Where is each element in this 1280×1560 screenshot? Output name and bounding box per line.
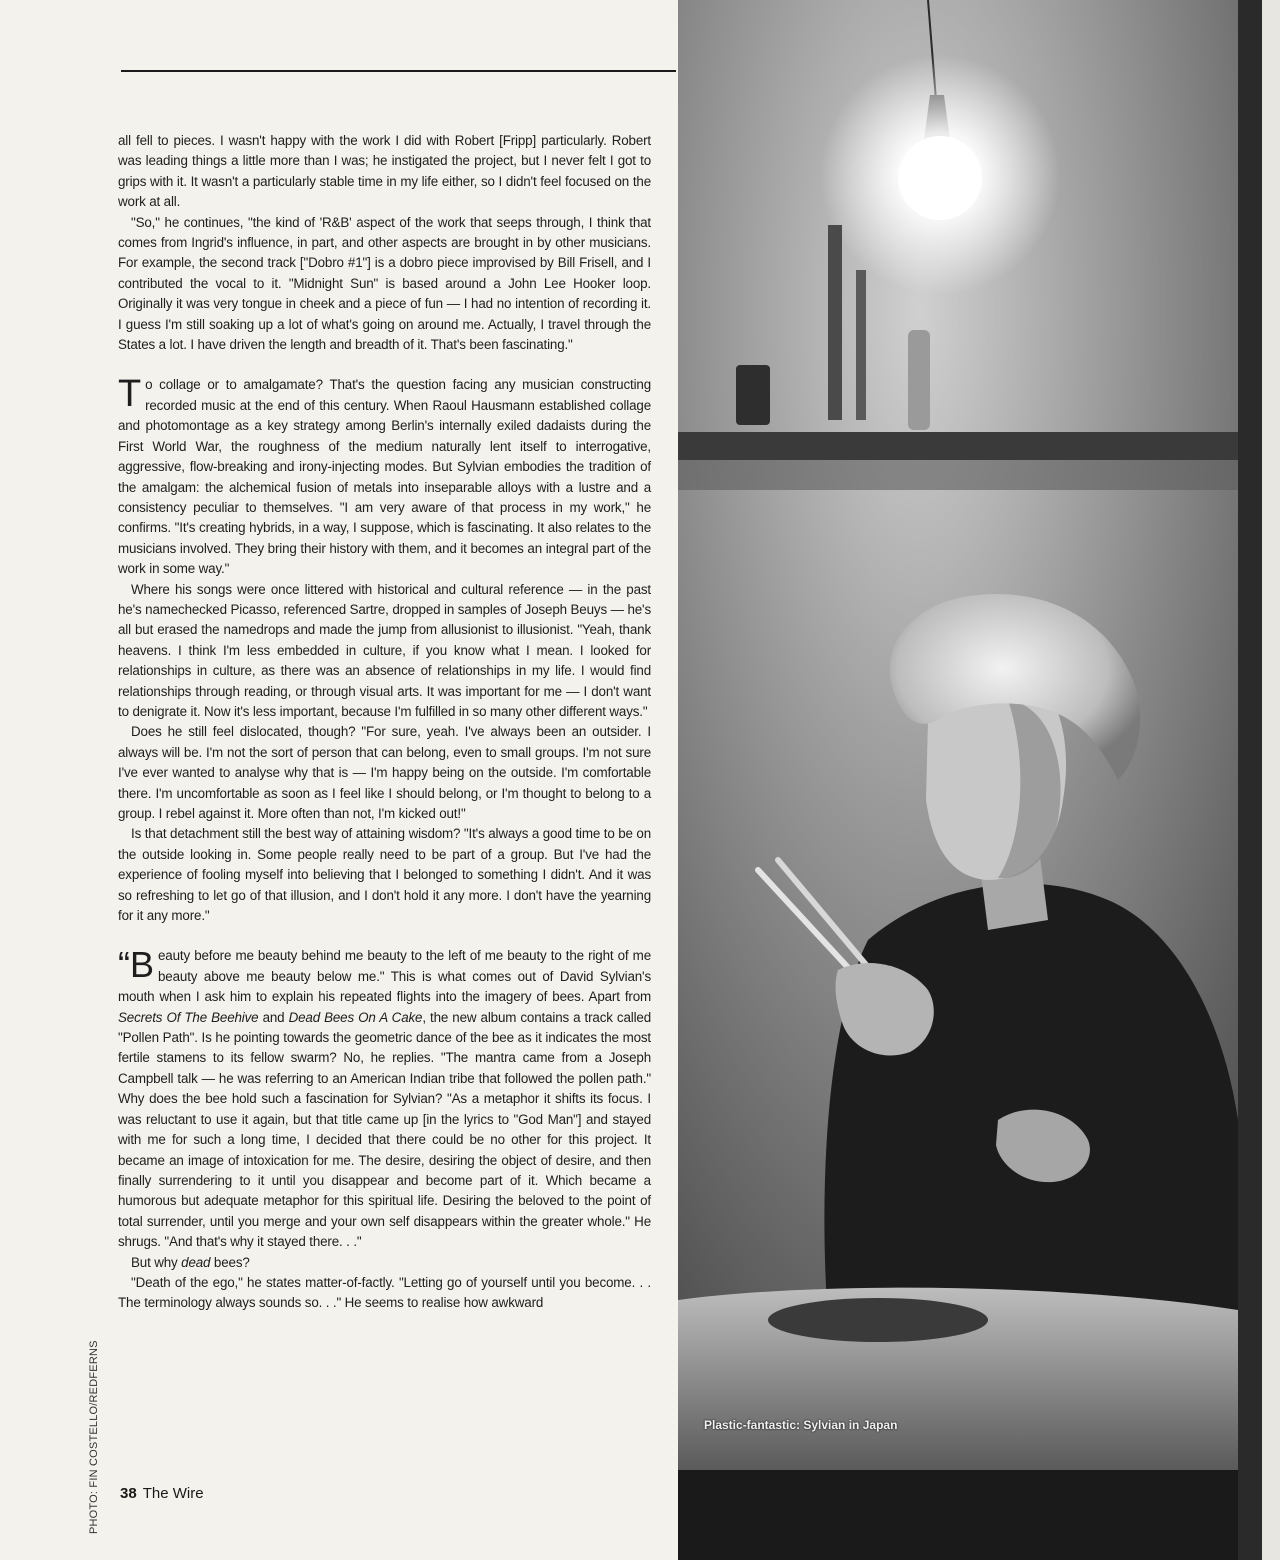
paragraph-3	[118, 375, 651, 579]
paragraph-6: Is that detachment still the best way of attaining wisdom? "It's always a good time to be on the outside looking in. Some people really need to be part of a group. But I've had the experience of fooling myself into believing that I belonged to something I didn't. And it was so refreshing to let go of that illusion, and I don't hold it any more. I don't have the yearning for it any more."	[118, 826, 651, 924]
page-number: 38	[120, 1485, 137, 1502]
top-rule	[121, 70, 676, 72]
paragraph-7	[118, 946, 651, 1252]
photo-caption: Plastic-fantastic: Sylvian in Japan	[704, 1418, 898, 1432]
paragraph-7-text-a: eauty before me beauty behind me beauty to the left of me beauty to the right of me beauty above me beauty below me." This is what comes out of David Sylvian's mouth when I ask him to explain his repeated flights into the imagery of bees. Apart from	[118, 948, 651, 1005]
bottle	[908, 330, 930, 430]
shelf-shadow	[678, 460, 1238, 490]
paragraph-7-and: and	[258, 1009, 289, 1025]
paragraph-2: "So," he continues, "the kind of 'R&B' aspect of the work that seeps through, I think that comes from Ingrid's influence, in part, and other aspects are brought in by other musicians. For example, the second track ["Dobro #1"] is a dobro piece improvised by Bill Frisell, and I contributed the vocal to it. "Midnight Sun" is based around a John Lee Hooker loop. Originally it was very tongue in cheek and a piece of fun — I had no intention of recording it. I guess I'm still soaking up a lot of what's going on around me. Actually, I travel through the States a lot. I have driven the length and breadth of it. That's been fascinating."	[118, 214, 651, 353]
paragraph-9: "Death of the ego," he states matter-of-factly. "Letting go of yourself until you become. . . The terminology always sounds so. . ." He seems to realise how awkward	[118, 1274, 651, 1311]
folio	[120, 1485, 204, 1502]
album-title-dead-bees: Dead Bees On A Cake	[288, 1009, 423, 1025]
paragraph-8-text-a: But why	[131, 1254, 182, 1270]
candle-tall	[828, 225, 842, 420]
paragraph-1: all fell to pieces. I wasn't happy with the work I did with Robert [Fripp] particularly. Robert was leading things a little more than I was; he instigated the project, but I never felt I got to grips with it. It wasn't a particularly stable time in my life either, so I didn't feel focused on the work at all.	[118, 133, 651, 210]
paragraph-5: Does he still feel dislocated, though? "For sure, yeah. I've always been an outsider. I always will be. I'm not the sort of person that can belong, even to small groups. I'm not sure I've ever wanted to analyse why that is — I'm happy being on the outside. I'm comfortable there. I'm uncomfortable as soon as I feel like I should belong, or I'm thought to belong to a group. I rebel against it. More often than not, I'm kicked out!"	[118, 724, 651, 821]
article-column	[118, 131, 651, 1314]
emphasis-dead: dead	[181, 1254, 211, 1270]
photo-credit: PHOTO: FIN COSTELLO/REDFERNS	[88, 1340, 100, 1534]
candle-short	[856, 270, 866, 420]
paragraph-4: Where his songs were once littered with historical and cultural reference — in the past he's namechecked Picasso, referenced Sartre, dropped in samples of Joseph Beuys — he's all but erased the namedrops and made the jump from allusionist to illusionist. "Yeah, thank heavens. I think I'm less embedded in culture, if you know what I mean. I looked for relationships in culture, as there was an absence of relationships in my life. I would find relationships through reading, or through visual arts. It was important for me — I don't want to denigrate it. Now it's less important, because I'm fulfilled in so many other different ways."	[118, 581, 651, 719]
paragraph-3-text: o collage or to amalgamate? That's the question facing any musician constructing recorded music at the end of this century. When Raoul Hausmann established collage and photomontage as a key strategy among Berlin's internally exiled dadaists during the First World War, the roughness of the medium naturally lent itself to interrogative, aggressive, flow-breaking and irony-injecting modes. But Sylvian embodies the tradition of the amalgam: the alchemical fusion of metals into inseparable alloys with a lustre and a consistency peculiar to themselves. "I am very aware of that process in my work," he confirms. "It's creating hybrids, in a way, I suppose, which is fascinating. It also relates to the musicians involved. They bring their history with them, and it becomes an integral part of the work in some way."	[118, 377, 651, 577]
paragraph-7-text-b: , the new album contains a track called "Pollen Path". Is he pointing towards the geometric dance of the bee as it indicates the most fertile stamens to its fellow swarm? No, he replies. "The mantra came from a Joseph Campbell talk — he was referring to an American Indian tribe that followed the pollen path." Why does the bee hold such a fascination for Sylvian? "As a metaphor it shifts its focus. I was reluctant to use it again, but that title came up [in the lyrics to "God Man"] and stayed with me for such a long time, I decided that there could be no other for this project. It became an image of intoxication for me. The desire, desiring the object of desire, and then finally surrendering to it until you disappear and become part of it. Which became a humorous but adequate metaphor for this spiritual life. Desiring the beloved to the point of total surrender, until you merge and your own self disappears within the greater whole." He shrugs. "And that's why it stayed there. . ."	[118, 1009, 652, 1250]
photo-bottom-dark	[678, 1470, 1238, 1560]
portrait-photo-art	[678, 0, 1280, 1560]
paragraph-8	[118, 1253, 651, 1273]
drop-cap-b: “B	[118, 944, 154, 986]
shelf	[678, 432, 1238, 460]
magazine-name: The Wire	[142, 1485, 204, 1502]
paragraph-8-text-b: bees?	[210, 1254, 250, 1270]
right-page-strip	[1262, 0, 1280, 1560]
lamp-bulb	[898, 136, 982, 220]
bowl	[768, 1298, 988, 1342]
album-title-beehive: Secrets Of The Beehive	[118, 1009, 259, 1025]
drop-cap-t: T	[118, 373, 142, 416]
portrait-photo	[678, 0, 1280, 1560]
jar-dark	[736, 365, 770, 425]
